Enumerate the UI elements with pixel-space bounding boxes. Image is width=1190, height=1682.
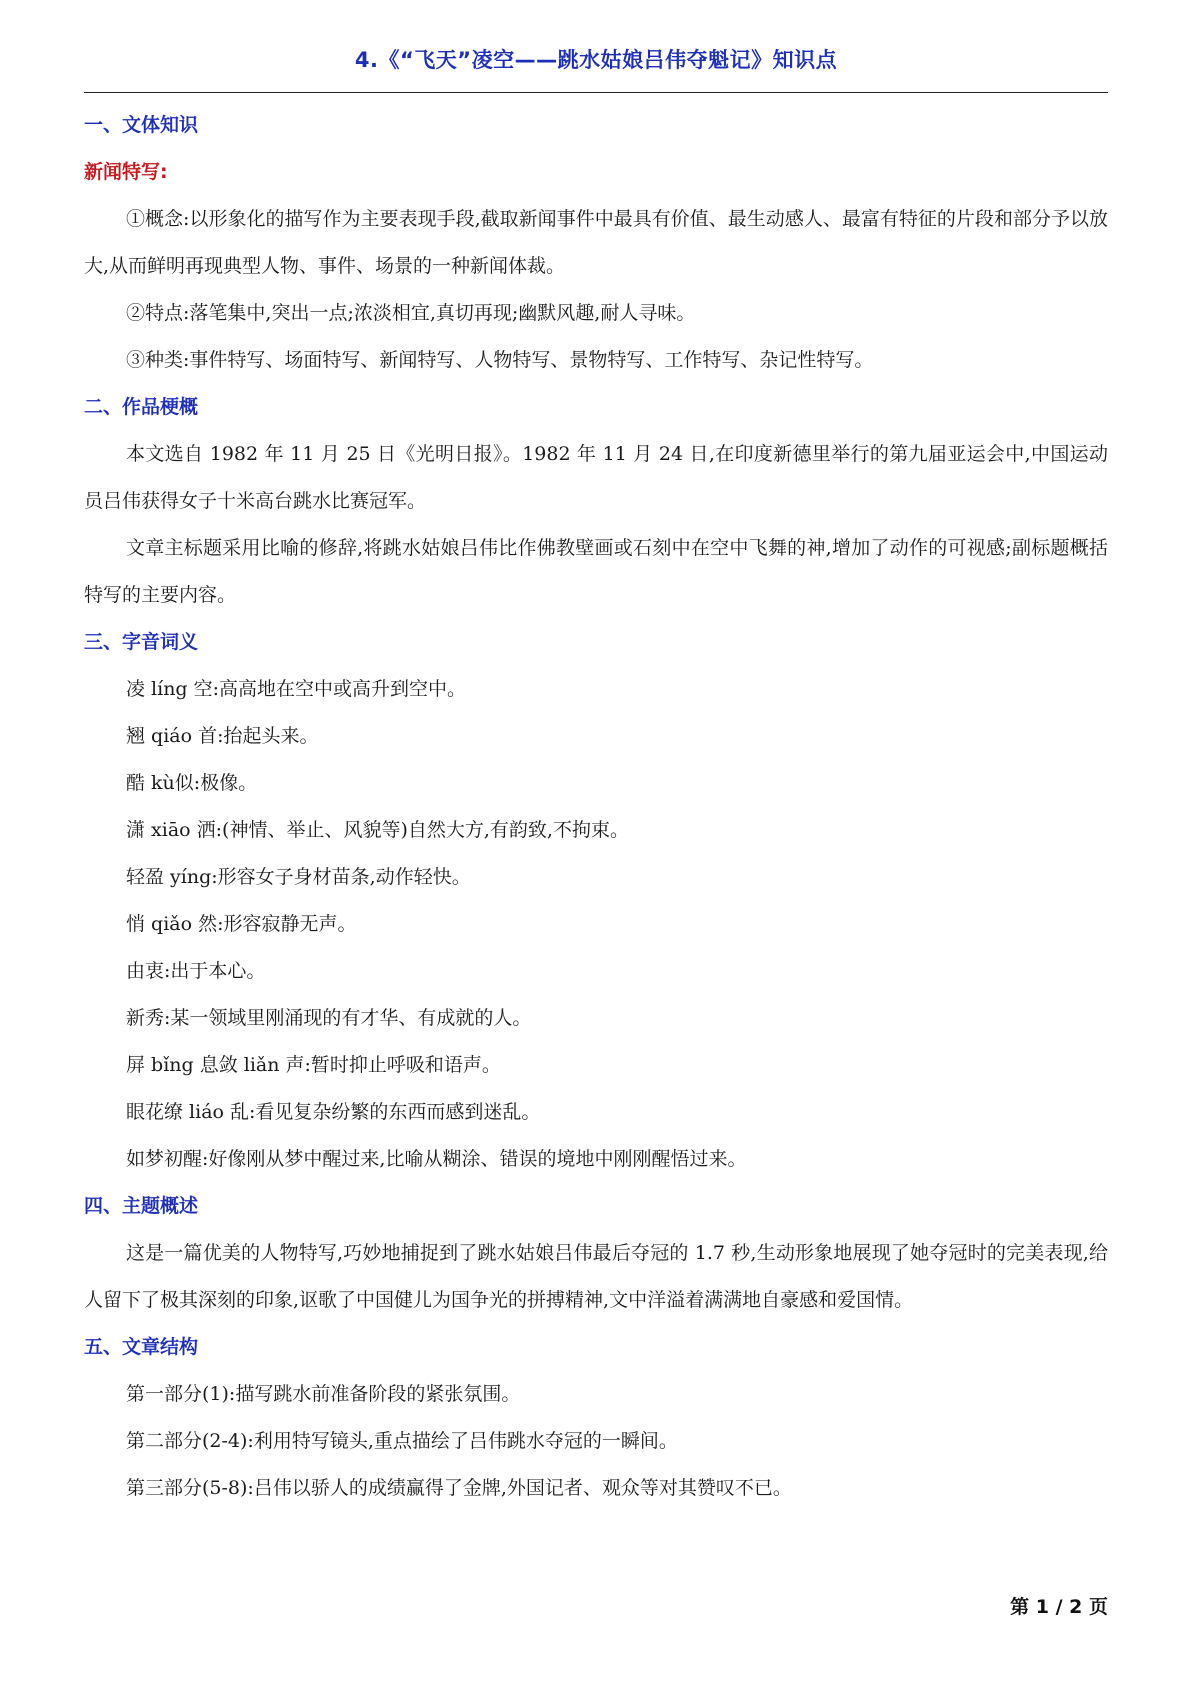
document-body: [84, 102, 1108, 1512]
vocab-item: 由衷:出于本心。: [126, 960, 266, 982]
section-heading-vocabulary: 三、字音词义: [84, 631, 199, 653]
paragraph-concept: ①概念:以形象化的描写作为主要表现手段,截取新闻事件中最具有价值、最生动感人、最富有特征的片段和部分予以放大,从而鲜明再现典型人物、事件、场景的一种新闻体裁。: [84, 208, 1108, 277]
vocab-item: 轻盈 yíng:形容女子身材苗条,动作轻快。: [126, 866, 471, 888]
document-title: 4.《“飞天”凌空——跳水姑娘吕伟夺魁记》知识点: [354, 48, 838, 72]
paragraph-features: ②特点:落笔集中,突出一点;浓淡相宜,真切再现;幽默风趣,耐人寻味。: [126, 302, 696, 324]
subheading-news-feature: 新闻特写:: [84, 161, 168, 183]
structure-item: 第二部分(2-4):利用特写镜头,重点描绘了吕伟跳水夺冠的一瞬间。: [126, 1430, 678, 1452]
vocab-item: 潇 xiāo 洒:(神情、举止、风貌等)自然大方,有韵致,不拘束。: [126, 819, 629, 841]
paragraph-types: ③种类:事件特写、场面特写、新闻特写、人物特写、景物特写、工作特写、杂记性特写。: [126, 349, 874, 371]
structure-item: 第一部分(1):描写跳水前准备阶段的紧张氛围。: [126, 1383, 521, 1405]
section-heading-structure: 五、文章结构: [84, 1336, 199, 1358]
title-divider: [84, 92, 1108, 93]
vocab-item: 眼花缭 liáo 乱:看见复杂纷繁的东西而感到迷乱。: [126, 1101, 541, 1123]
vocab-item: 新秀:某一领域里刚涌现的有才华、有成就的人。: [126, 1007, 532, 1029]
vocab-item: 酷 kù似:极像。: [126, 772, 258, 794]
vocab-item: 屏 bǐng 息敛 liǎn 声:暂时抑止呼吸和语声。: [126, 1054, 501, 1076]
structure-item: 第三部分(5-8):吕伟以骄人的成绩赢得了金牌,外国记者、观众等对其赞叹不已。: [126, 1477, 792, 1499]
vocab-item: 悄 qiǎo 然:形容寂静无声。: [126, 913, 357, 935]
page-number: 第 1 / 2 页: [1010, 1596, 1108, 1618]
vocab-item: 凌 líng 空:高高地在空中或高升到空中。: [126, 678, 467, 700]
vocab-item: 翘 qiáo 首:抬起头来。: [126, 725, 319, 747]
vocab-item: 如梦初醒:好像刚从梦中醒过来,比喻从糊涂、错误的境地中刚刚醒悟过来。: [126, 1148, 747, 1170]
paragraph-theme: 这是一篇优美的人物特写,巧妙地捕捉到了跳水姑娘吕伟最后夺冠的 1.7 秒,生动形象地展现了她夺冠时的完美表现,给人留下了极其深刻的印象,讴歌了中国健儿为国争光的拼搏精神,文中洋溢着满满地自豪感和爱国情。: [84, 1242, 1108, 1311]
section-heading-genre: 一、文体知识: [84, 114, 199, 136]
section-heading-synopsis: 二、作品梗概: [84, 396, 199, 418]
paragraph-source: 本文选自 1982 年 11 月 25 日《光明日报》。1982 年 11 月 24 日,在印度新德里举行的第九届亚运会中,中国运动员吕伟获得女子十米高台跳水比赛冠军。: [84, 443, 1108, 512]
paragraph-title-rhetoric: 文章主标题采用比喻的修辞,将跳水姑娘吕伟比作佛教壁画或石刻中在空中飞舞的神,增加了动作的可视感;副标题概括特写的主要内容。: [84, 537, 1108, 606]
section-heading-theme: 四、主题概述: [84, 1195, 199, 1217]
